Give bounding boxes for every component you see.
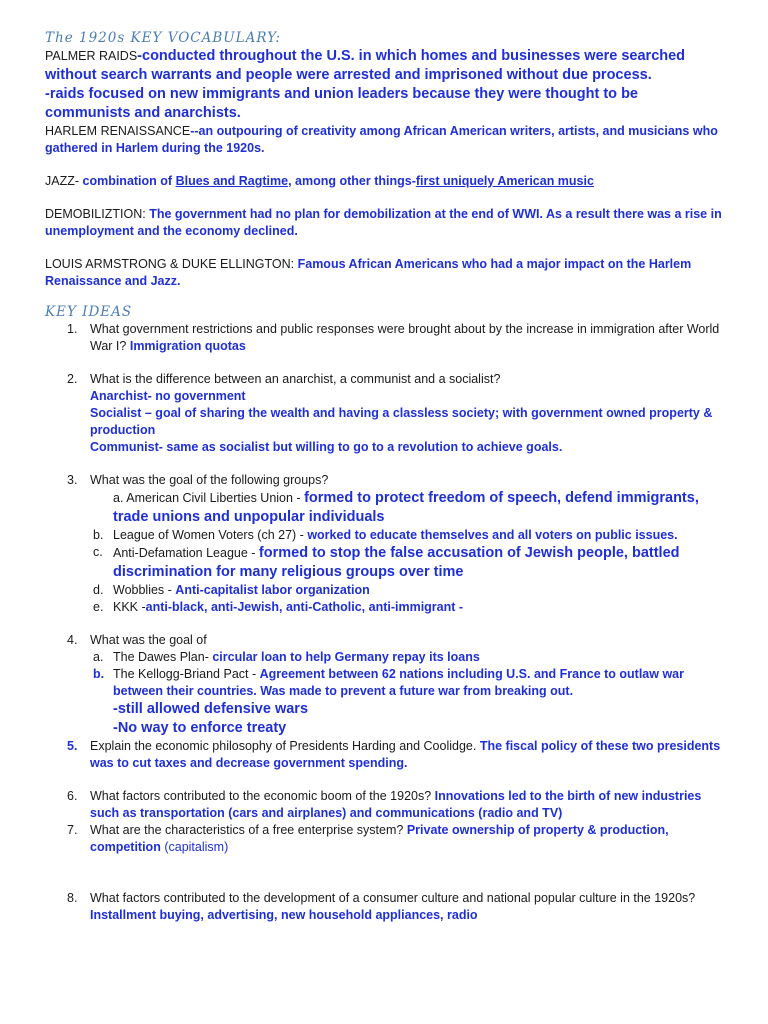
vocab-term: HARLEM RENAISSANCE [45,124,191,138]
question-5: 5. Explain the economic philosophy of Presidents Harding and Coolidge. The fiscal policy of these two presidents was to cut taxes and decrease government spending. [67,739,721,770]
answer-anarchist: Anarchist- no government [90,389,246,403]
group-anti-defamation-league: c. Anti-Defamation League - formed to stop the false accusation of Jewish people, battled discrimination for many religious groups over time [93,545,680,580]
vocab-palmer-raids: PALMER RAIDS-conducted throughout the U.S. in which homes and businesses were searched without search warrants and people were arrested and imprisoned without due process. -raids focused on new immigrants and union leaders because they were thought to be communists and anarchists. [45,48,686,121]
question-3: 3. What was the goal of the following groups? [67,473,329,487]
vocab-definition: Famous African Americans who had a major impact on the Harlem Renaissance and Jazz. [45,257,692,288]
vocab-term: DEMOBILIZTION [45,207,143,221]
answer: Private ownership of property & production, competition [90,823,669,854]
vocab-term: JAZZ [45,174,75,188]
vocab-jazz: JAZZ- combination of Blues and Ragtime, among other things-first uniquely American music [45,174,594,188]
vocab-term: LOUIS ARMSTRONG & DUKE ELLINGTON [45,257,291,271]
ideas-heading: KEY IDEAS [45,304,133,320]
vocab-definition: an outpouring of creativity among African American writers, artists, and musicians who gathered in Harlem during the 1920s. [45,124,718,155]
answer: Immigration quotas [129,339,246,353]
vocab-definition: conducted throughout the U.S. in which homes and businesses were searched without search warrants and people were arrested and imprisoned without due process. [45,48,686,83]
group-kkk: e. KKK -anti-black, anti-Jewish, anti-Catholic, anti-immigrant - [93,600,464,614]
vocab-demobilization: DEMOBILIZTION: The government had no plan for demobilization at the end of WWI. As a result there was a rise in unemployment and the economy declined. [45,207,722,238]
group-aclu: a. American Civil Liberties Union - formed to protect freedom of speech, defend immigrants, trade unions and unpopular individuals [113,490,699,525]
answer: The fiscal policy of these two presidents was to cut taxes and decrease government spending. [90,739,721,770]
answer-socialist: Socialist – goal of sharing the wealth and having a classless society; with government owned property & production [90,406,713,437]
question-6: 6. What factors contributed to the economic boom of the 1920s? Innovations led to the birth of new industries such as transportation (cars and airplanes) and communications (radio and TV) [67,789,702,820]
answer: Installment buying, advertising, new household appliances, radio [90,908,478,922]
goal-kellogg-briand: b. The Kellogg-Briand Pact - Agreement between 62 nations including U.S. and France to outlaw war between their countries. Was made to prevent a future war from breaking out. -still allowed defensive wars -No way to enforce treaty [93,667,684,736]
answer-communist: Communist- same as socialist but willing to go to a revolution to achieve goals. [90,440,563,454]
question-8: 8. What factors contributed to the development of a consumer culture and national popular culture in the 1920s? Installment buying, advertising, new household appliances, radio [45,890,725,924]
key-ideas-list [45,321,725,924]
goal-dawes-plan: a. The Dawes Plan- circular loan to help Germany repay its loans [93,650,480,664]
question-1: 1. What government restrictions and public responses were brought about by the increase in immigration after World War I? Immigration quotas [67,322,720,353]
document-page [45,30,725,924]
vocab-term: PALMER RAIDS [45,49,138,63]
vocab-heading: The 1920s KEY VOCABULARY: [45,30,281,46]
question-7: 7. What are the characteristics of a free enterprise system? Private ownership of property & production, competition (capitalism) [67,823,669,854]
group-league-women-voters: b. League of Women Voters (ch 27) - worked to educate themselves and all voters on public issues. [93,528,678,542]
group-wobblies: d. Wobblies - Anti-capitalist labor organization [93,583,370,597]
question-4: 4. What was the goal of [67,633,207,647]
question-2: 2. What is the difference between an anarchist, a communist and a socialist? Anarchist- no government Socialist – goal of sharing the wealth and having a classless society; with government owned property & production Communist- same as socialist but willing to go to a revolution to achieve goals. [45,371,725,456]
answer: Innovations led to the birth of new industries such as transportation (cars and airplanes) and communications (radio and TV) [90,789,702,820]
vocab-armstrong-ellington: LOUIS ARMSTRONG & DUKE ELLINGTON: Famous African Americans who had a major impact on the Harlem Renaissance and Jazz. [45,257,692,288]
vocab-definition-2: -raids focused on new immigrants and union leaders because they were thought to be communists and anarchists. [45,86,638,121]
vocab-definition: The government had no plan for demobilization at the end of WWI. As a result there was a rise in unemployment and the economy declined. [45,207,722,238]
vocab-harlem-renaissance: HARLEM RENAISSANCE--an outpouring of creativity among African American writers, artists, and musicians who gathered in Harlem during the 1920s. [45,124,718,155]
